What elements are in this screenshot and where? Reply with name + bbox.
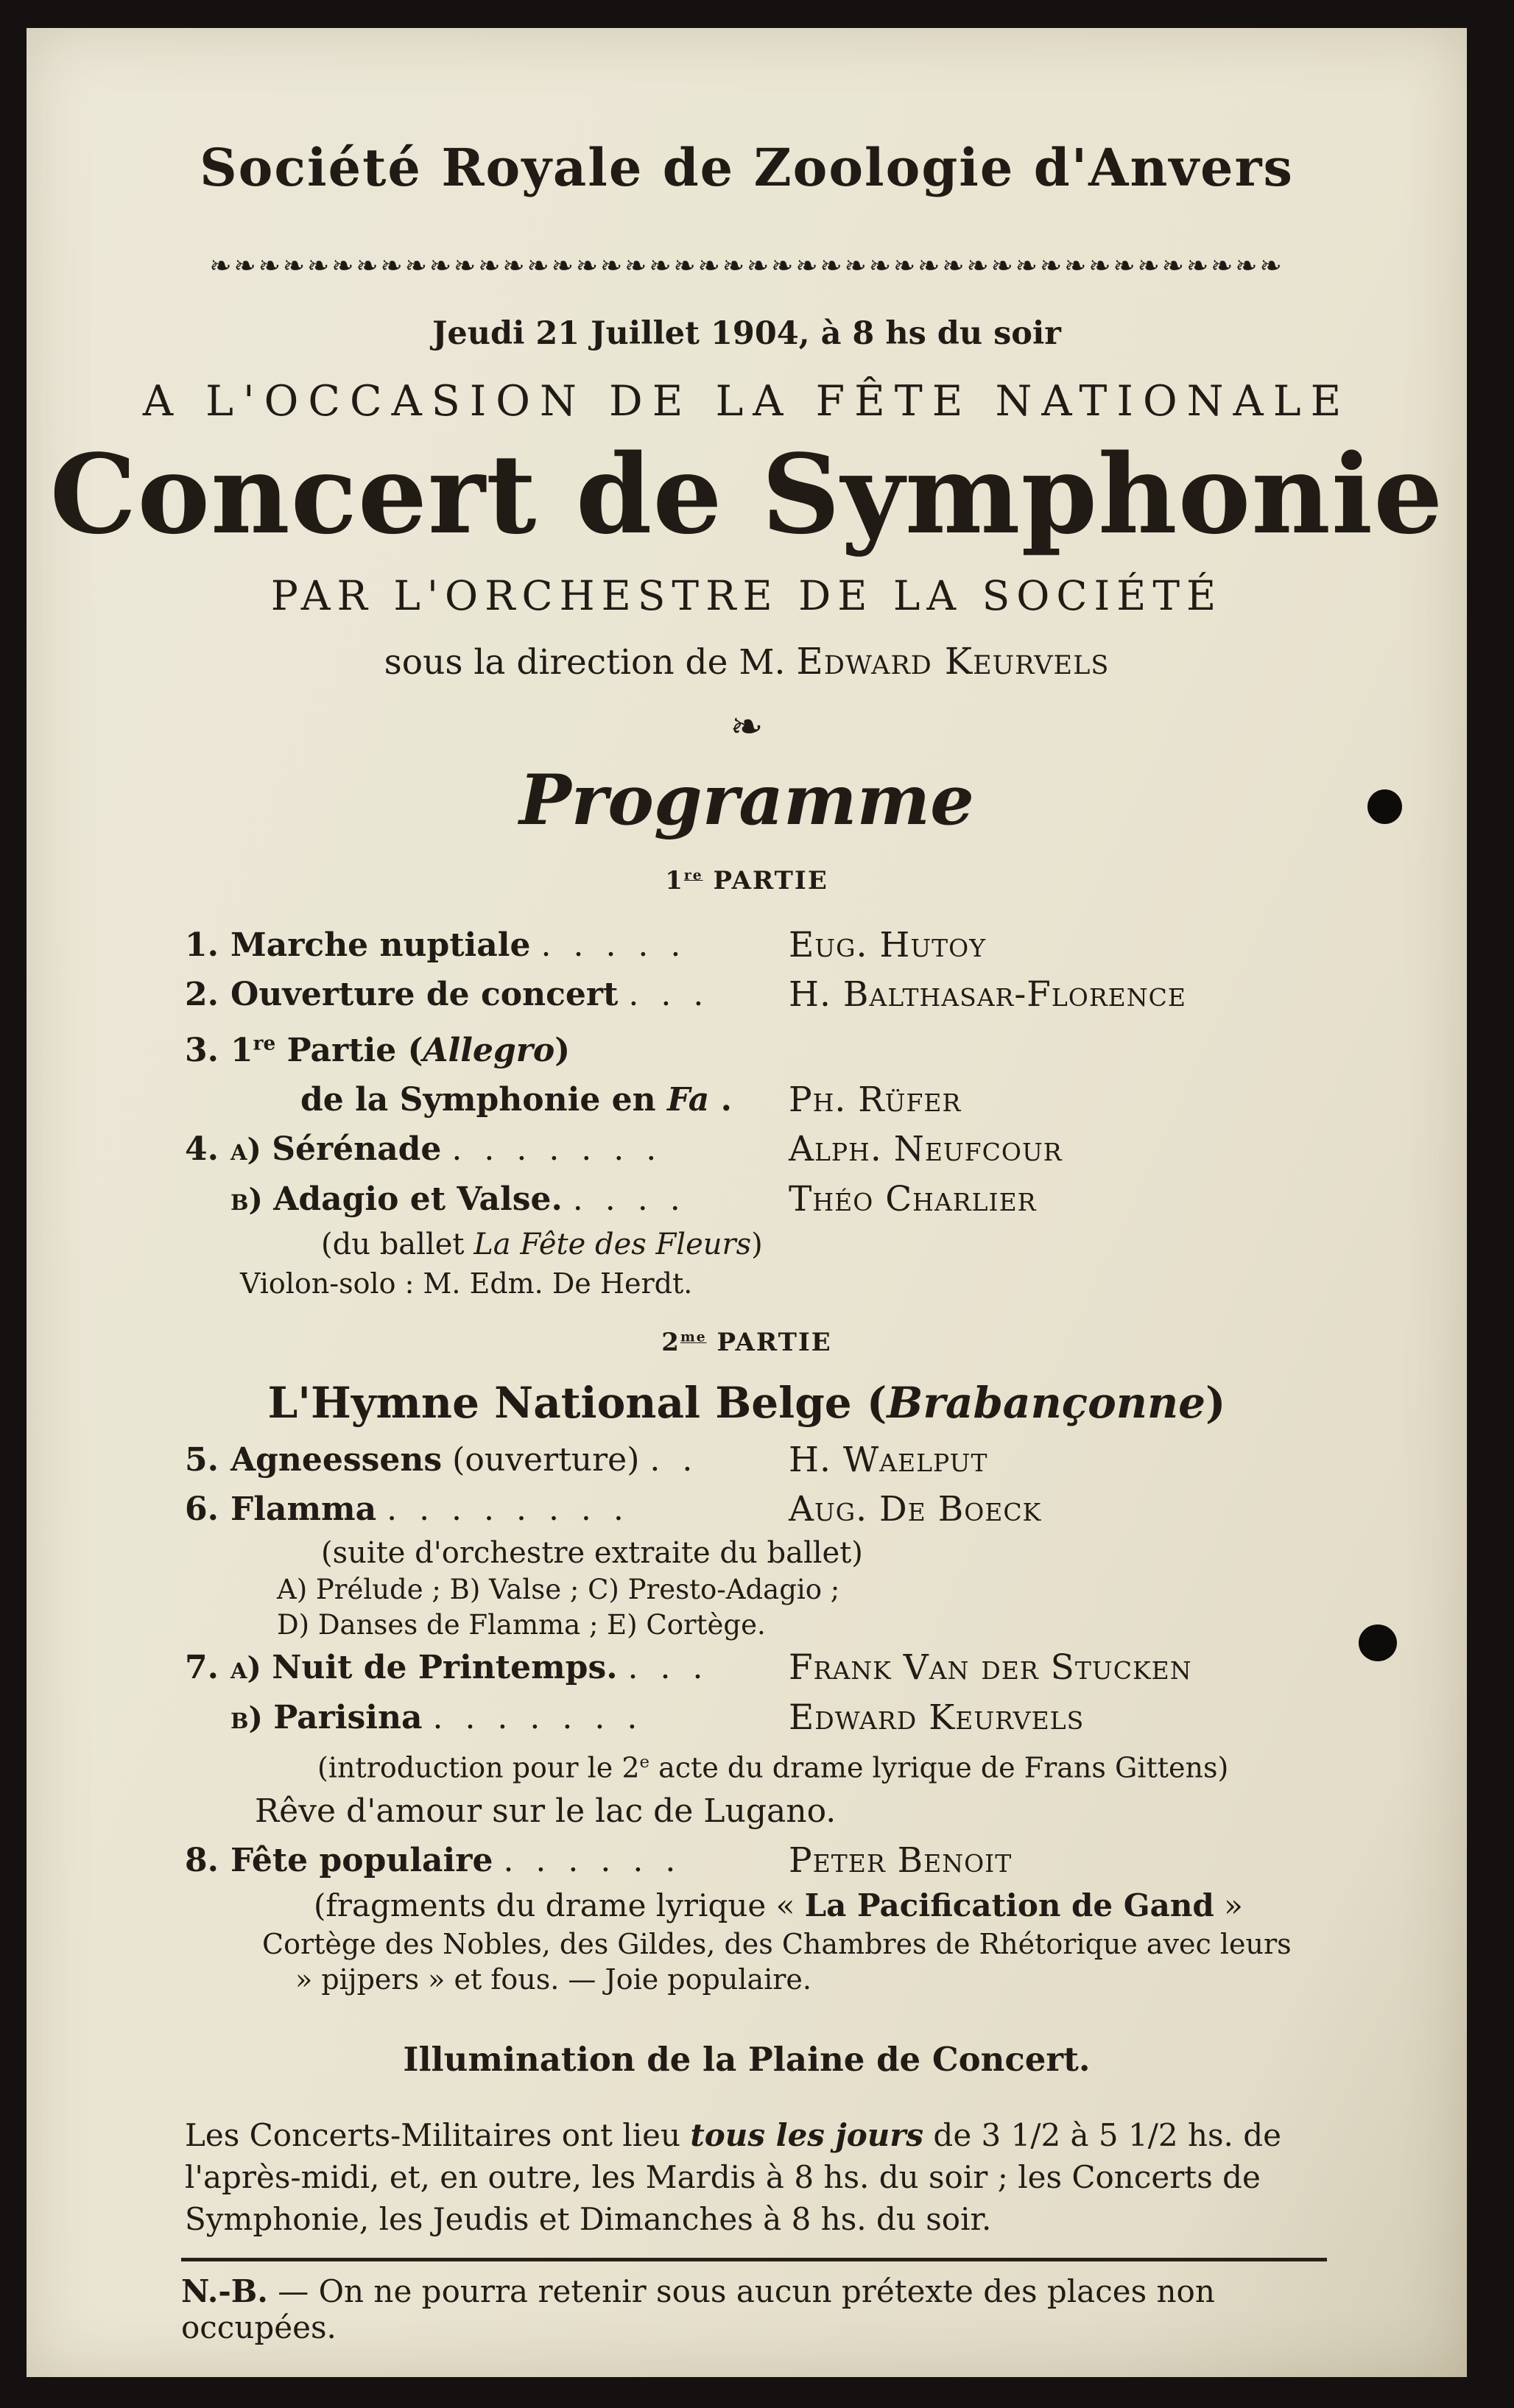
item-number: 5. <box>185 1441 219 1479</box>
part2-word: PARTIE <box>716 1328 832 1358</box>
program-item-3-line2 <box>185 1075 1404 1124</box>
part2-label <box>27 1328 1467 1357</box>
note-text: ) <box>751 1228 763 1262</box>
program-item-2 <box>185 970 1404 1019</box>
item-letter: a) <box>230 1650 272 1686</box>
title-text: Partie ( <box>275 1032 423 1070</box>
part2-number: 2 <box>661 1328 680 1358</box>
item-6-suite-note: (suite d'orchestre extraite du ballet) <box>321 1536 863 1571</box>
program-item-7b <box>185 1693 1404 1743</box>
item-title: Agneessens <box>230 1441 443 1479</box>
item-title: Marche nuptiale <box>230 926 531 964</box>
item-8-cortege-line: Cortège des Nobles, des Gildes, des Chambres de Rhétorique avec leurs <box>262 1928 1292 1961</box>
title-ordinal: re <box>253 1032 276 1055</box>
item-number: 3. <box>185 1032 219 1070</box>
item-number: 7. <box>185 1649 219 1687</box>
part1-word: PARTIE <box>713 865 828 895</box>
director-name: Edward Keurvels <box>796 639 1110 683</box>
hymn-text: ) <box>1205 1378 1226 1429</box>
composer-name: Ph. Rüfer <box>789 1080 962 1121</box>
part1-number: 1 <box>665 865 684 895</box>
item-title <box>230 1032 570 1069</box>
dot-leader: . . . <box>627 1649 703 1687</box>
title-text: de la Symphonie en <box>300 1081 667 1119</box>
item-subtitle: (ouverture) <box>442 1441 640 1479</box>
notice-text: Les Concerts-Militaires ont lieu <box>185 2117 691 2154</box>
occasion-line: A L'OCCASION DE LA FÊTE NATIONALE <box>142 377 1351 426</box>
dot-leader: . . . . . . . . <box>387 1490 624 1529</box>
part1-ordinal: re <box>683 867 703 884</box>
item-letter: b) <box>230 1182 274 1218</box>
program-item-8 <box>185 1836 1404 1885</box>
item-number: 6. <box>185 1490 219 1529</box>
illumination-notice: Illumination de la Plaine de Concert. <box>403 2040 1091 2080</box>
item-title: Ouverture de concert <box>230 975 619 1013</box>
part1-label <box>27 866 1467 895</box>
dot-leader: . . . . . <box>541 926 681 964</box>
dot-leader: . . . . . . . <box>432 1699 638 1737</box>
program-item-7a <box>185 1643 1404 1693</box>
main-title: Concert de Symphonie <box>49 430 1444 558</box>
program-item-4a <box>185 1124 1404 1175</box>
direction-prefix: sous la direction de M. <box>384 641 797 683</box>
item-4-ballet-note <box>321 1225 1467 1264</box>
part2-ordinal: me <box>680 1329 707 1346</box>
note-text: (du ballet <box>321 1228 474 1262</box>
dot-leader: . . . . . . . <box>451 1130 657 1169</box>
nota-bene-line <box>181 2273 1327 2345</box>
drama-title: La Pacification de Gand <box>804 1887 1214 1924</box>
item-7-reve-line: Rêve d'amour sur le lac de Lugano. <box>255 1792 837 1831</box>
notice-text: de 3 1/2 à 5 1/2 hs. de l'après-midi, et, en outre, les Mardis à 8 hs. du soir ; les Concerts de Symphonie, les Jeudis et Dimanches à 8 hs. du soir. <box>185 2117 1281 2238</box>
composer-name: Frank Van der Stucken <box>789 1647 1192 1689</box>
hole-punch-dot-top <box>1367 789 1402 824</box>
note-text: (introduction pour le <box>317 1752 622 1785</box>
title-italic: Allegro <box>423 1032 555 1070</box>
programme-heading: Programme <box>519 759 974 841</box>
item-number: 1. <box>185 926 219 964</box>
item-6-movements-line2: D) Danses de Flamma ; E) Cortège. <box>277 1609 766 1641</box>
composer-name: Théo Charlier <box>789 1179 1037 1220</box>
item-7-introduction-note <box>317 1743 1467 1787</box>
item-number: 4. <box>185 1130 219 1169</box>
footer-divider <box>181 2258 1327 2261</box>
hymn-heading <box>27 1378 1467 1428</box>
program-item-3-line1 <box>185 1019 1404 1076</box>
composer-name: Eug. Hutoy <box>789 924 987 965</box>
item-title: Nuit de Printemps. <box>272 1649 618 1687</box>
hymn-italic: Brabançonne <box>887 1378 1206 1429</box>
military-concerts-notice <box>185 2114 1327 2240</box>
program-item-1 <box>185 920 1404 970</box>
item-title: Adagio et Valse. <box>273 1180 563 1219</box>
note-text: acte du drame lyrique de Frans Gittens) <box>649 1752 1229 1785</box>
program-paper <box>27 28 1467 2377</box>
dot-leader: . . <box>649 1441 693 1479</box>
nb-label: N.-B. <box>181 2273 268 2310</box>
item-title <box>300 1081 732 1119</box>
dot-leader: . . . . . . <box>503 1842 676 1880</box>
composer-name: H. Waelput <box>789 1440 988 1481</box>
hymn-text: L'Hymne National Belge ( <box>267 1378 887 1429</box>
composer-name: Aug. De Boeck <box>789 1489 1042 1530</box>
item-6-movements-line1: A) Prélude ; B) Valse ; C) Presto-Adagio ; <box>277 1574 840 1606</box>
note-text: » <box>1214 1887 1243 1924</box>
society-title: Société Royale de Zoologie d'Anvers <box>200 137 1294 198</box>
composer-name: Edward Keurvels <box>789 1697 1085 1739</box>
composer-name: Peter Benoit <box>789 1840 1013 1881</box>
act-ordinal: e <box>639 1753 650 1772</box>
title-italic: Fa <box>666 1081 710 1119</box>
hole-punch-dot-bottom <box>1359 1624 1397 1661</box>
title-text: . <box>709 1081 732 1119</box>
ornament-border: ❧❧❧❧❧❧❧❧❧❧❧❧❧❧❧❧❧❧❧❧❧❧❧❧❧❧❧❧❧❧❧❧❧❧❧❧❧❧❧❧❧❧❧❧ <box>209 251 1284 281</box>
item-title: Parisina <box>273 1699 423 1737</box>
event-datetime: Jeudi 21 Juillet 1904, à 8 hs du soir <box>432 315 1061 352</box>
title-number: 1 <box>230 1032 253 1070</box>
title-text: ) <box>554 1032 571 1070</box>
composer-name: Alph. Neufcour <box>789 1129 1063 1170</box>
orchestra-line: PAR L'ORCHESTRE DE LA SOCIÉTÉ <box>270 571 1223 619</box>
ballet-title: La Fête des Fleurs <box>473 1228 752 1262</box>
item-title: Fête populaire <box>230 1842 493 1880</box>
program-item-6 <box>185 1485 1404 1534</box>
item-letter: a) <box>230 1132 272 1168</box>
program-list <box>27 920 1467 1997</box>
nb-text: — On ne pourra retenir sous aucun prétexte des places non occupées. <box>181 2273 1215 2346</box>
program-item-4b <box>185 1175 1404 1225</box>
composer-name: H. Balthasar-Florence <box>789 974 1186 1015</box>
item-number: 2. <box>185 975 219 1013</box>
item-title: Sérénade <box>272 1130 442 1169</box>
item-title: Flamma <box>230 1490 377 1529</box>
act-number: 2 <box>622 1752 640 1785</box>
notice-italic: tous les jours <box>690 2117 924 2154</box>
fleuron-icon: ❧ <box>730 703 764 750</box>
violin-solo-credit: Violon-solo : M. Edm. De Herdt. <box>240 1267 693 1300</box>
note-text: (fragments du drame lyrique « <box>314 1887 805 1924</box>
item-8-pijpers-line: » pijpers » et fous. — Joie populaire. <box>295 1963 811 1996</box>
item-number: 8. <box>185 1842 219 1880</box>
direction-line <box>27 640 1467 683</box>
item-8-fragments-note <box>314 1885 1467 1926</box>
dot-leader: . . . . <box>572 1180 680 1219</box>
item-letter: b) <box>230 1700 274 1736</box>
dot-leader: . . . <box>628 975 704 1013</box>
program-item-5 <box>185 1435 1404 1485</box>
